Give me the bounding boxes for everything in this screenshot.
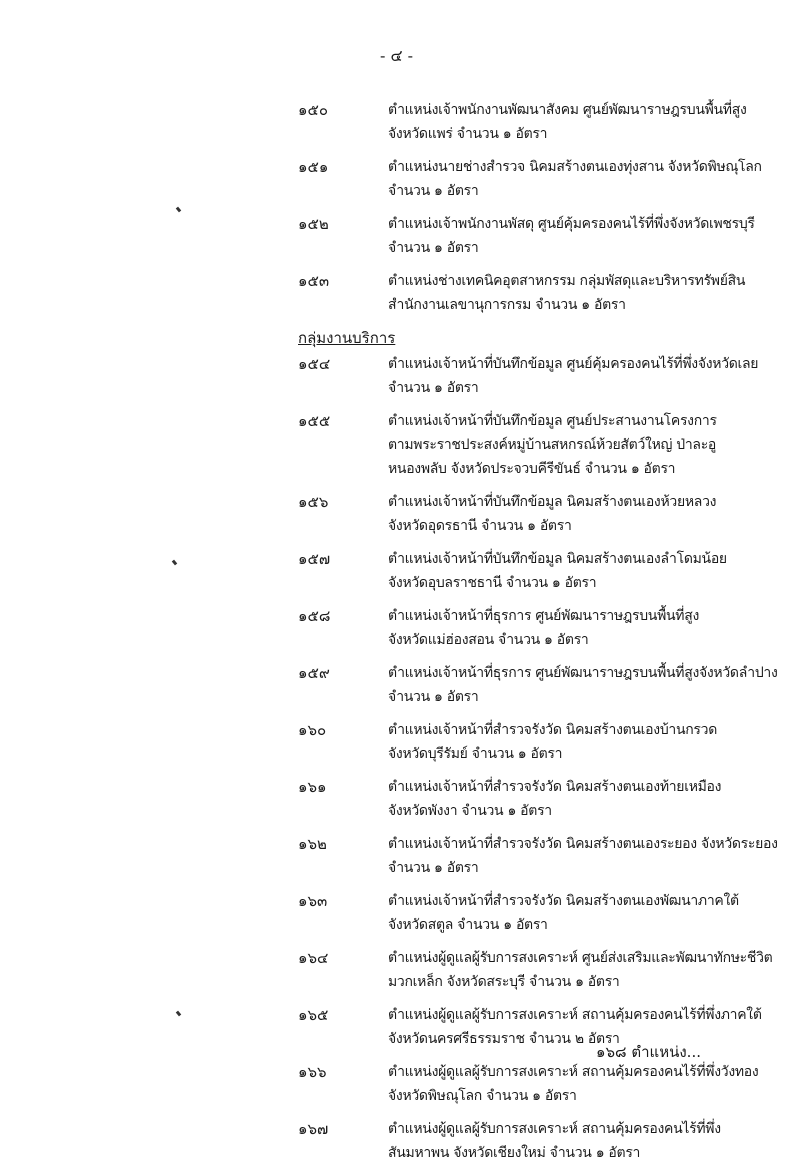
item-line: ตำแหน่งเจ้าพนักงานพัสดุ ศูนย์คุ้มครองคนไร้ที่พึ่งจังหวัดเพชรบุรี (388, 216, 755, 232)
item-text (388, 352, 773, 400)
list-item (0, 98, 793, 146)
item-line: จังหวัดบุรีรัมย์ จำนวน ๑ อัตรา (388, 746, 563, 762)
item-text (388, 889, 773, 937)
item-line: ตำแหน่งผู้ดูแลผู้รับการสงเคราะห์ สถานคุ้มครองคนไร้ที่พึ่งภาคใต้ (388, 1007, 762, 1023)
item-line: หนองพลับ จังหวัดประจวบคีรีขันธ์ จำนวน ๑ อัตรา (388, 461, 676, 477)
item-line: ตำแหน่งเจ้าหน้าที่สำรวจรังวัด นิคมสร้างตนเองท้ายเหมือง (388, 779, 722, 795)
item-line: จังหวัดพังงา จำนวน ๑ อัตรา (388, 803, 552, 819)
item-text (388, 1060, 773, 1108)
item-line: ตำแหน่งเจ้าหน้าที่สำรวจรังวัด นิคมสร้างตนเองระยอง จังหวัดระยอง (388, 836, 778, 852)
item-line: จังหวัดสตูล จำนวน ๑ อัตรา (388, 917, 548, 933)
item-number: ๑๕๔ (298, 355, 331, 373)
item-text (388, 490, 773, 538)
item-line: ตำแหน่งเจ้าหน้าที่บันทึกข้อมูล นิคมสร้างตนเองห้วยหลวง (388, 494, 717, 510)
item-number: ๑๕๒ (298, 215, 329, 233)
list-item (0, 832, 793, 880)
item-line: ตำแหน่งเจ้าหน้าที่สำรวจรังวัด นิคมสร้างตนเองบ้านกรวด (388, 722, 717, 738)
item-line: สำนักงานเลขานุการกรม จำนวน ๑ อัตรา (388, 297, 626, 313)
item-line: จำนวน ๑ อัตรา (388, 860, 479, 876)
item-text (388, 1117, 773, 1165)
list-item (0, 352, 793, 400)
list-item (0, 547, 793, 595)
item-line: จำนวน ๑ อัตรา (388, 240, 479, 256)
item-text (388, 775, 773, 823)
list-item (0, 718, 793, 766)
item-text (388, 718, 773, 766)
item-number: ๑๖๖ (298, 1063, 327, 1081)
item-line: ตำแหน่งผู้ดูแลผู้รับการสงเคราะห์ สถานคุ้มครองคนไร้ที่พึ่งวังทอง (388, 1064, 759, 1080)
item-text (388, 409, 773, 481)
item-text (388, 98, 773, 146)
item-text (388, 155, 773, 203)
item-text (388, 661, 778, 709)
item-line: จังหวัดแพร่ จำนวน ๑ อัตรา (388, 126, 548, 142)
item-line: จังหวัดแม่ฮ่องสอน จำนวน ๑ อัตรา (388, 632, 589, 648)
item-text (388, 212, 773, 260)
item-number: ๑๕๙ (298, 664, 330, 682)
item-line: ตำแหน่งเจ้าหน้าที่บันทึกข้อมูล ศูนย์คุ้มครองคนไร้ที่พึ่งจังหวัดเลย (388, 356, 759, 372)
document-body (0, 98, 793, 1174)
list-item (0, 212, 793, 260)
item-line: สันมหาพน จังหวัดเชียงใหม่ จำนวน ๑ อัตรา (388, 1145, 641, 1161)
list-item (0, 155, 793, 203)
item-text (388, 604, 773, 652)
item-text (388, 946, 773, 994)
item-line: จังหวัดนครศรีธรรมราช จำนวน ๒ อัตรา (388, 1031, 620, 1047)
list-item (0, 661, 793, 709)
item-number: ๑๕๓ (298, 272, 330, 290)
entry-list-a (0, 98, 793, 317)
item-line: จำนวน ๑ อัตรา (388, 689, 479, 705)
item-line: ตำแหน่งเจ้าพนักงานพัฒนาสังคม ศูนย์พัฒนาราษฎรบนพื้นที่สูง (388, 102, 747, 118)
list-item (0, 946, 793, 994)
item-number: ๑๖๗ (298, 1120, 329, 1138)
item-text (388, 832, 778, 880)
item-number: ๑๕๕ (298, 412, 331, 430)
item-line: จำนวน ๑ อัตรา (388, 380, 479, 396)
section-heading: กลุ่มงานบริการ (298, 329, 396, 347)
item-line: ตำแหน่งนายช่างสำรวจ นิคมสร้างตนเองทุ่งสาน จังหวัดพิษณุโลก (388, 159, 762, 175)
item-number: ๑๖๒ (298, 835, 327, 853)
item-line: ตำแหน่งเจ้าหน้าที่บันทึกข้อมูล นิคมสร้างตนเองลำโดมน้อย (388, 551, 727, 567)
item-line: ตำแหน่งผู้ดูแลผู้รับการสงเคราะห์ สถานคุ้มครองคนไร้ที่พึ่ง (388, 1121, 721, 1137)
list-item (0, 269, 793, 317)
item-line: ตำแหน่งเจ้าหน้าที่ธุรการ ศูนย์พัฒนาราษฎรบนพื้นที่สูง (388, 608, 699, 624)
list-item (0, 889, 793, 937)
item-number: ๑๕๗ (298, 550, 331, 568)
item-line: จังหวัดอุบลราชธานี จำนวน ๑ อัตรา (388, 575, 597, 591)
item-line: ตำแหน่งเจ้าหน้าที่ธุรการ ศูนย์พัฒนาราษฎรบนพื้นที่สูงจังหวัดลำปาง (388, 665, 778, 681)
item-text (388, 1003, 773, 1051)
item-line: มวกเหล็ก จังหวัดสระบุรี จำนวน ๑ อัตรา (388, 974, 620, 990)
item-number: ๑๖๔ (298, 949, 329, 967)
item-line: ตำแหน่งเจ้าหน้าที่บันทึกข้อมูล ศูนย์ประสานงานโครงการ (388, 413, 717, 429)
page-continuation: ๑๖๘ ตำแหน่ง... (596, 1043, 701, 1061)
item-number: ๑๖๕ (298, 1006, 329, 1024)
list-item (0, 409, 793, 481)
item-number: ๑๕๐ (298, 101, 329, 119)
item-number: ๑๖๐ (298, 721, 327, 739)
item-text (388, 269, 773, 317)
list-item (0, 1117, 793, 1165)
item-line: ตำแหน่งผู้ดูแลผู้รับการสงเคราะห์ ศูนย์ส่งเสริมและพัฒนาทักษะชีวิต (388, 950, 773, 966)
item-number: ๑๕๘ (298, 607, 331, 625)
item-line: ตำแหน่งช่างเทคนิคอุตสาหกรรม กลุ่มพัสดุและบริหารทรัพย์สิน (388, 273, 746, 289)
list-item (0, 775, 793, 823)
item-line: ตำแหน่งเจ้าหน้าที่สำรวจรังวัด นิคมสร้างตนเองพัฒนาภาคใต้ (388, 893, 739, 909)
item-text (388, 547, 773, 595)
item-number: ๑๕๖ (298, 493, 329, 511)
list-item (0, 490, 793, 538)
item-line: จังหวัดอุดรธานี จำนวน ๑ อัตรา (388, 518, 572, 534)
item-line: จำนวน ๑ อัตรา (388, 183, 479, 199)
item-line: ตามพระราชประสงค์หมู่บ้านสหกรณ์ห้วยสัตว์ใหญ่ ป่าละอู (388, 437, 717, 453)
item-number: ๑๖๑ (298, 778, 327, 796)
item-number: ๑๕๑ (298, 158, 329, 176)
page-number: - ๔ - (379, 46, 414, 65)
item-number: ๑๖๓ (298, 892, 328, 910)
list-item (0, 1060, 793, 1108)
list-item (0, 604, 793, 652)
item-line: จังหวัดพิษณุโลก จำนวน ๑ อัตรา (388, 1088, 577, 1104)
